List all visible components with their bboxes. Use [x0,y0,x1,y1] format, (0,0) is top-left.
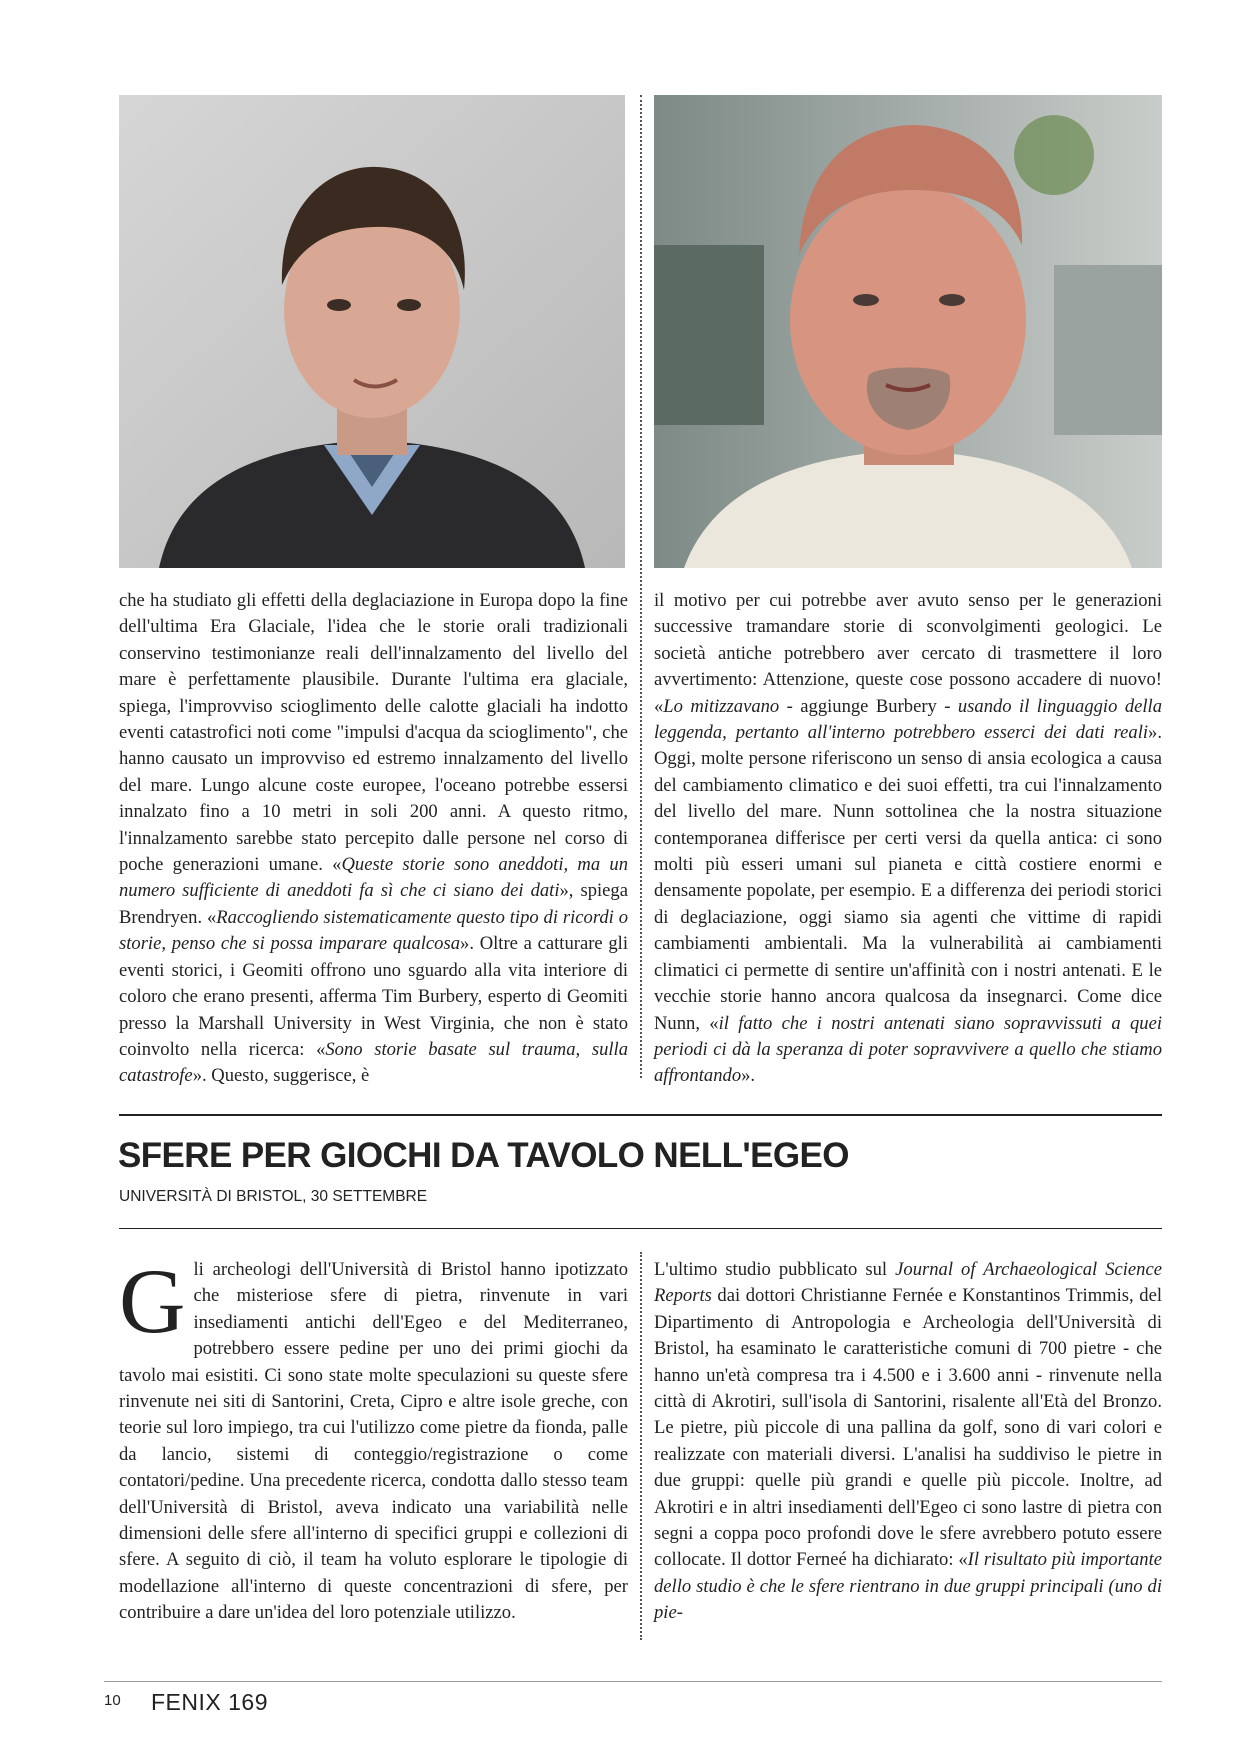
header-divider [119,1228,1162,1229]
portrait-right-image [654,95,1162,568]
body-text: li archeologi dell'Università di Bristol hanno ipotizzato che misteriose sfere di pietra, rinvenute in vari insediamenti antichi dell'Egeo e del Mediterraneo, potrebbero essere pedine per uno dei primi giochi da tavolo mai esistiti. Ci sono state molte speculazioni su queste sfere rinvenute nei siti di Santorini, Creta, Cipro e altre isole greche, con teorie sul loro impiego, tra cui l'utilizzo come pietre da fionda, palle da lancio, sistemi di conteggio/registrazione o come contatori/pedine. Una precedente ricerca, condotta dallo stesso team dell'Università di Bristol, aveva indicato una variabilità nelle dimensioni delle sfere all'interno di specifici gruppi e collezioni di sfere. A seguito di ciò, il team ha voluto esplorare le tipologie di modellazione all'interno di queste concentrazioni di sfere, per contribuire a dare un'idea del loro potenziale utilizzo. [119,1259,628,1624]
journal-name: Journal of Archaeological Science Reports [654,1259,1162,1307]
footer-divider [104,1681,1162,1682]
body-text: che ha studiato gli effetti della deglaciazione in Europa dopo la fine dell'ultima Era Glaciale, l'idea che le storie orali tradizionali conservino testimonianze reali dell'innalzamento del livello del mare è perfettamente plausibile. Durante l'ultima era glaciale, spiega, l'improvviso scioglimento delle calotte glaciali ha indotto eventi catastrofici noti come "impulsi d'acqua da scioglimento", che hanno causato un improvviso ed estremo innalzamento del livello del mare. Lungo alcune coste europee, l'oceano potrebbe essersi innalzato fino a 10 metri in soli 200 anni. A questo ritmo, l'innalzamento sarebbe stato percepito dalle persone nel corso di poche generazioni umane. « [119,590,628,876]
article-source: UNIVERSITÀ DI BRISTOL, 30 SETTEMBRE [119,1188,428,1205]
continued-article-column-left [119,588,628,1090]
body-text: - aggiunge Burbery - [779,695,958,717]
column-divider-top [640,95,642,1078]
portrait-photo-right [654,95,1162,568]
article-title: SFERE PER GIOCHI DA TAVOLO NELL'EGEO [118,1136,849,1175]
magazine-name: FENIX 169 [151,1689,268,1715]
column-divider-bottom [640,1252,642,1640]
quote-text: Sono storie basate sul trauma, sulla catastrofe [119,1038,628,1087]
quote-text: Il risultato più importante dello studio è che le sfere rientrano in due gruppi principali (uno di pie- [654,1549,1162,1624]
quote-text: Lo mitizzavano [663,695,780,717]
article-column-left [119,1250,628,1627]
portrait-photo-left [119,95,625,568]
continued-article-column-right [654,588,1162,1090]
body-text: il motivo per cui potrebbe aver avuto senso per le generazioni successive tramandare storie di sconvolgimenti geologici. Le società antiche potrebbero aver cercato di trasmettere il loro avvertimento: Attenzione, queste cose possono accadere di nuovo! « [654,590,1162,717]
body-text: L'ultimo studio pubblicato sul [654,1259,896,1280]
body-text: dai dottori Christianne Fernée e Konstantinos Trimmis, del Dipartimento di Antropologia e Archeologia dell'Università di Bristol, ha esaminato le caratteristiche comuni di 700 pietre - che hanno un'età compresa tra i 4.500 e i 3.600 anni - rinvenute nella città di Akrotiri, sull'isola di Santorini, risalente all'Età del Bronzo. Le pietre, più piccole di una pallina da golf, sono di vari colori e realizzate con materiali diversi. L'analisi ha suddiviso le pietre in due gruppi: quelle più grandi e quelle più piccole. Inoltre, ad Akrotiri e in altri insediamenti dell'Egeo ci sono lastre di pietra con segni a coppa poco profondi dove le sfere avrebbero potuto essere collocate. Il dottor Ferneé ha dichiarato: « [654,1285,1162,1571]
quote-text: Queste storie sono aneddoti, ma un numero sufficiente di aneddoti fa sì che ci siano dei dati [119,854,629,902]
body-text: ». [741,1065,756,1087]
section-divider [119,1114,1162,1116]
article-column-right [654,1257,1162,1627]
drop-cap: G [119,1250,186,1352]
body-text: », spiega Brendryen. « [119,880,628,928]
body-text: ». Oltre a catturare gli eventi storici, i Geomiti offrono uno sguardo alla vita interiore di coloro che erano presenti, afferma Tim Burbery, esperto di Geomiti presso la Marshall University in West Virginia, che non è stato coinvolto nella ricerca: « [119,933,629,1060]
body-text: ». Oggi, molte persone riferiscono un senso di ansia ecologica a causa del cambiamento climatico e dei suoi effetti, tra cui l'innalzamento del livello del mare. Nunn sottolinea che la nostra situazione contemporanea differisce per certi versi da quella antica: ci sono molti più esseri umani sul pianeta e città costiere enormi e densamente popolate, per esempio. E a differenza dei periodi storici di deglaciazione, oggi siamo sia agenti che vittime di rapidi cambiamenti ambientali. Ma la vulnerabilità ai cambiamenti climatici ci permette di sentire un'affinità con i nostri antenati. E le vecchie storie hanno ancora qualcosa da insegnarci. Come dice Nunn, « [654,722,1162,1034]
body-text: ». Questo, suggerisce, è [192,1065,370,1087]
quote-text: usando il linguaggio della leggenda, pertanto all'interno potrebbero esserci dei dati reali [654,695,1162,744]
quote-text: Raccogliendo sistematicamente questo tipo di ricordi o storie, penso che si possa imparare qualcosa [119,906,628,955]
portrait-left-image [119,95,625,568]
quote-text: il fatto che i nostri antenati siano sopravvissuti a quei periodi ci dà la speranza di poter sopravvivere a quello che stiamo affrontando [654,1012,1162,1087]
page-number: 10 [104,1692,121,1709]
